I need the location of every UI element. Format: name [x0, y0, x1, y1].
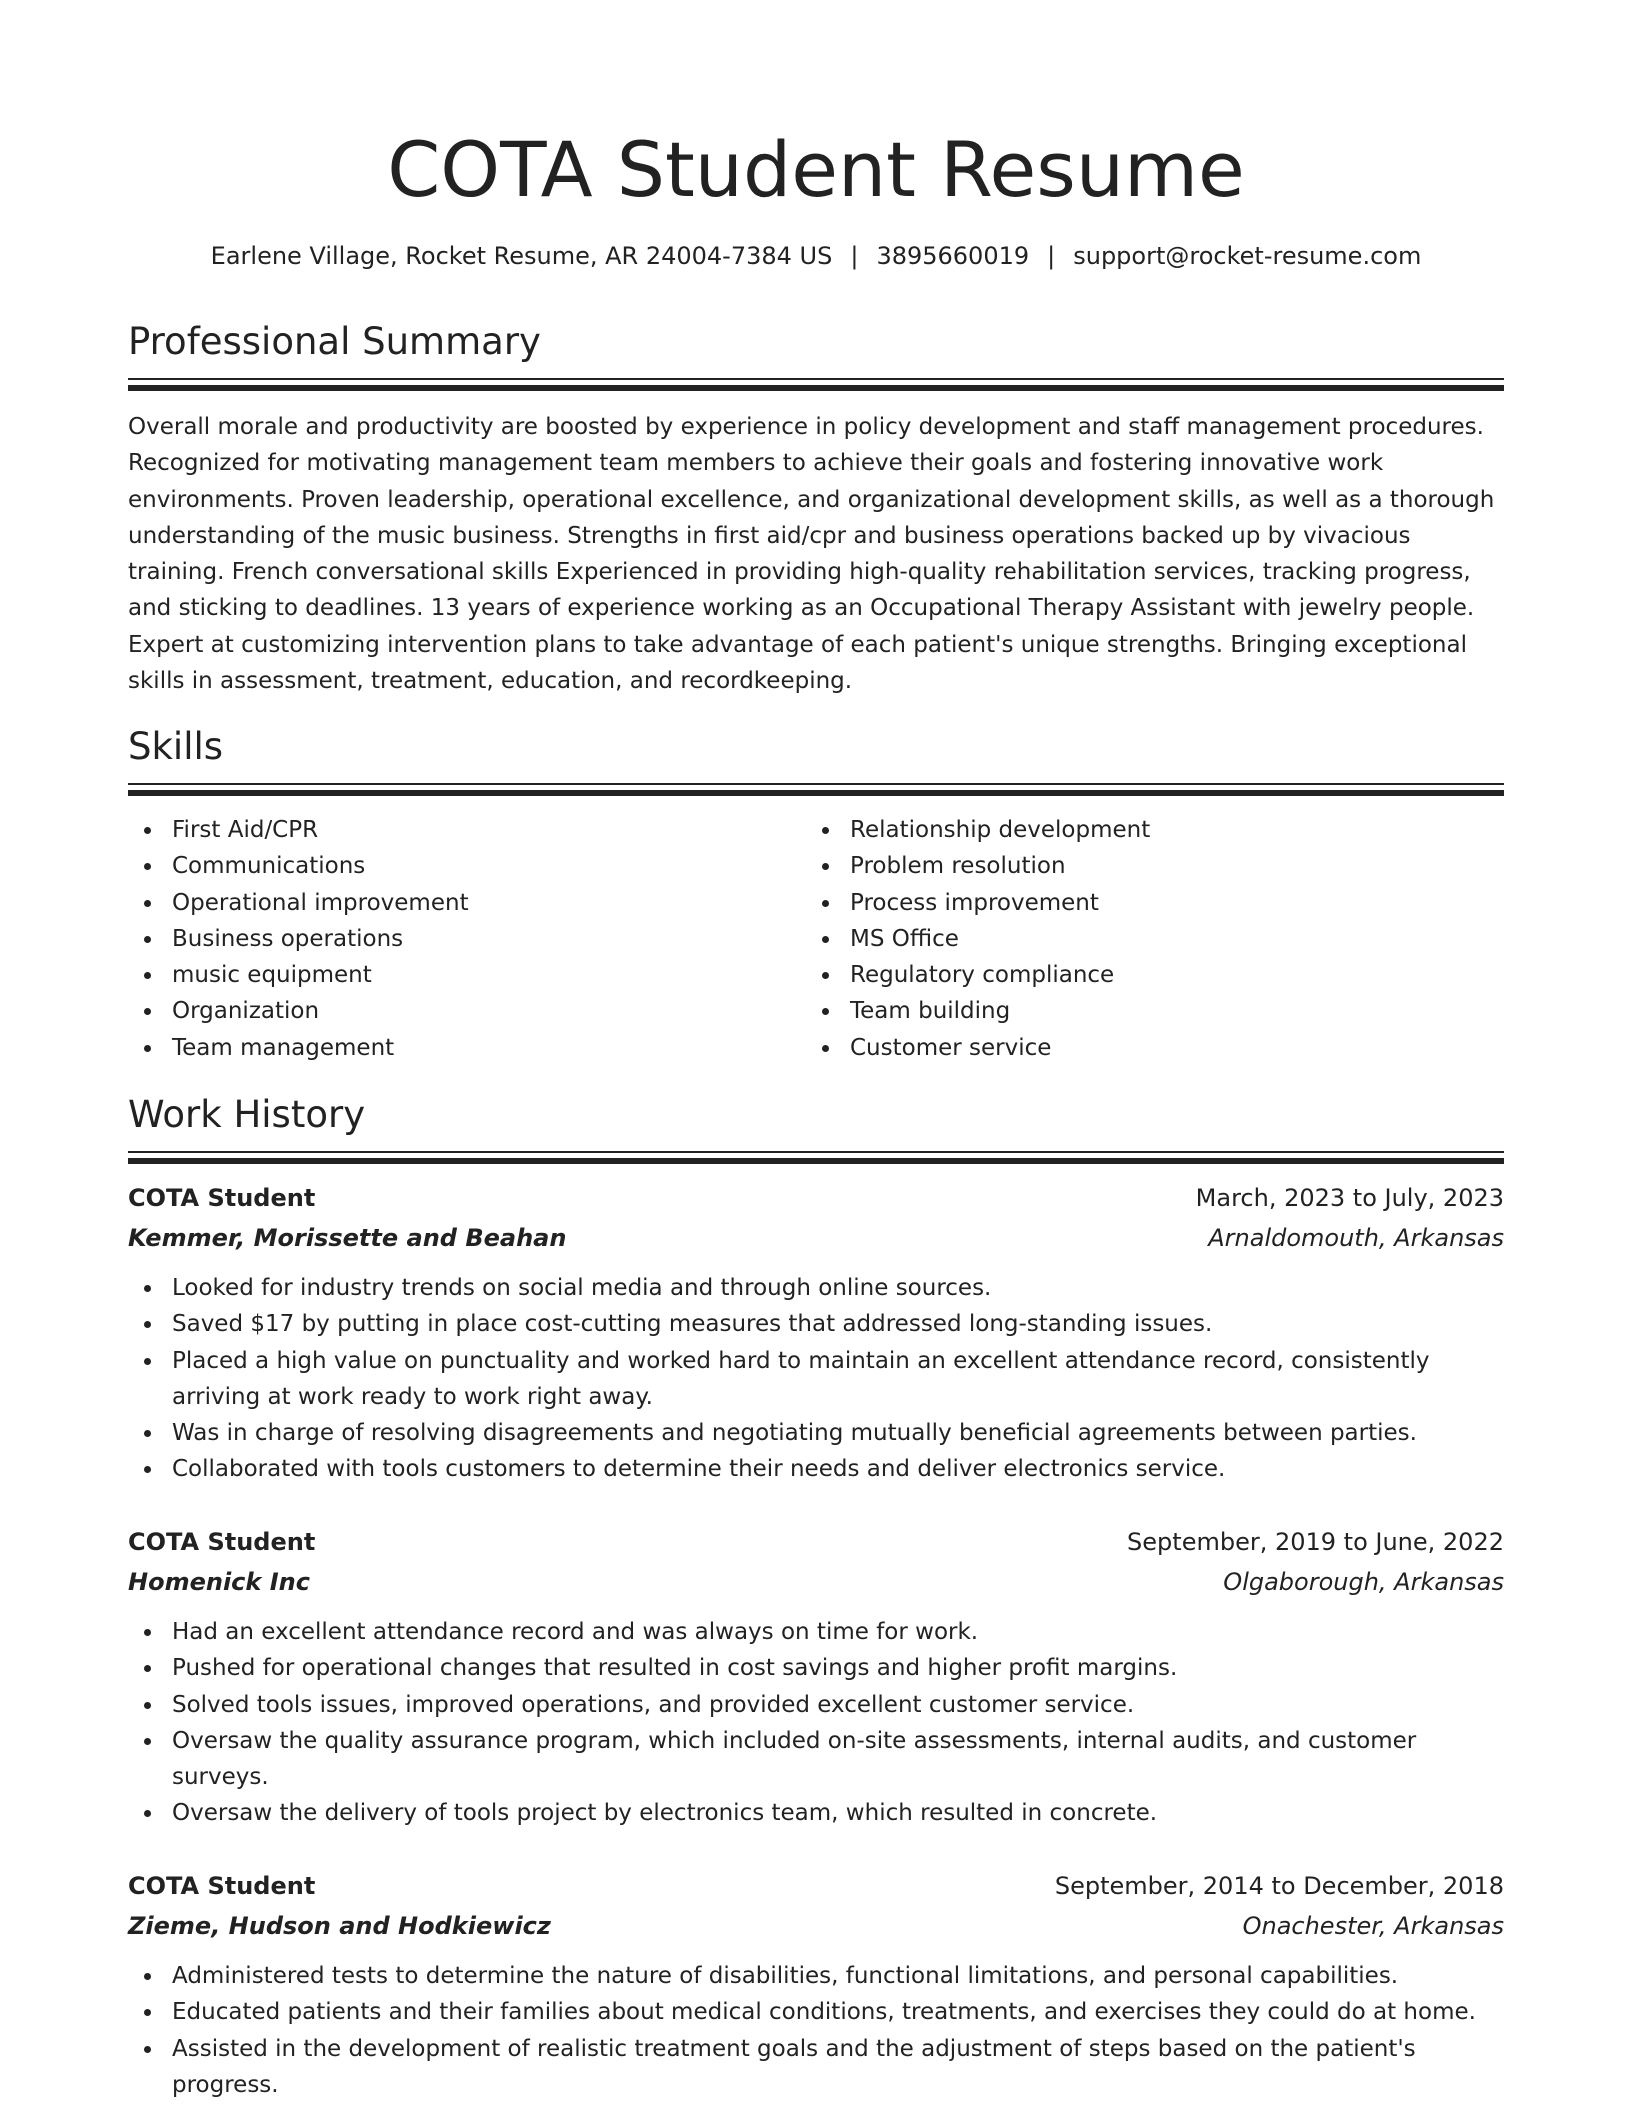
section-divider-thick — [128, 790, 1504, 796]
job-entry — [128, 1178, 1504, 1488]
summary-section — [128, 318, 1504, 699]
job-entry — [128, 1866, 1504, 2103]
job-bullet: Placed a high value on punctuality and worked hard to maintain an excellent attendance record, consistently arriving at work ready to work right away. — [128, 1343, 1504, 1416]
job-company-row — [128, 1906, 1504, 1946]
job-entry — [128, 1522, 1504, 1832]
summary-text: Overall morale and productivity are boosted by experience in policy development and staff management procedures. Recognized for motivating management team members to achieve their goals and fostering innovative work environments. Proven leadership, operational excellence, and organizational development skills, as well as a thorough understanding of the music business. Strengths in first aid/cpr and business operations backed up by vivacious training. French conversational skills Experienced in providing high-quality rehabilitation services, tracking progress, and sticking to deadlines. 13 years of experience working as an Occupational Therapy Assistant with jewelry people. Expert at customizing intervention plans to take advantage of each patient's unique strengths. Bringing exceptional skills in assessment, treatment, education, and recordkeeping. — [128, 414, 1495, 695]
job-dates: March, 2023 to July, 2023 — [1195, 1184, 1504, 1212]
job-company: Kemmer, Morissette and Beahan — [128, 1224, 567, 1252]
job-bullet: Collaborated with tools customers to determine their needs and deliver electronics service. — [128, 1451, 1504, 1487]
skills-list-left — [128, 812, 806, 1066]
contact-phone: 3895660019 — [876, 242, 1030, 270]
job-bullets — [128, 1958, 1504, 2103]
job-title: COTA Student — [128, 1528, 316, 1556]
skill-item: MS Office — [806, 921, 1484, 957]
contact-separator: | — [1047, 242, 1056, 270]
job-bullet: Oversaw the quality assurance program, which included on-site assessments, internal audits, and customer surveys. — [128, 1723, 1504, 1796]
job-company-row — [128, 1218, 1504, 1258]
skills-columns — [128, 812, 1504, 1066]
job-header-row — [128, 1866, 1504, 1906]
job-bullets — [128, 1270, 1504, 1488]
skill-item: Organization — [128, 993, 806, 1029]
contact-separator: | — [850, 242, 859, 270]
skill-item: Business operations — [128, 921, 806, 957]
job-bullet: Was in charge of resolving disagreements and negotiating mutually beneficial agreements between parties. — [128, 1415, 1504, 1451]
section-divider — [128, 783, 1504, 785]
job-dates: September, 2014 to December, 2018 — [1054, 1872, 1504, 1900]
skills-list-right — [806, 812, 1484, 1066]
job-company: Homenick Inc — [128, 1568, 310, 1596]
skill-item: Communications — [128, 848, 806, 884]
job-header-row — [128, 1522, 1504, 1562]
job-bullets — [128, 1614, 1504, 1832]
skill-item: Process improvement — [806, 885, 1484, 921]
job-location: Olgaborough, Arkansas — [1223, 1568, 1504, 1596]
skill-item: Problem resolution — [806, 848, 1484, 884]
job-bullet: Oversaw the delivery of tools project by electronics team, which resulted in concrete. — [128, 1795, 1504, 1831]
skill-item: Customer service — [806, 1030, 1484, 1066]
job-bullet: Looked for industry trends on social media and through online sources. — [128, 1270, 1504, 1306]
skills-heading: Skills — [128, 725, 224, 768]
work-section — [128, 1091, 1504, 1164]
skill-item: Operational improvement — [128, 885, 806, 921]
job-company: Zieme, Hudson and Hodkiewicz — [128, 1912, 551, 1940]
job-bullet: Educated patients and their families about medical conditions, treatments, and exercises they could do at home. — [128, 1994, 1504, 2030]
job-bullet: Solved tools issues, improved operations, and provided excellent customer service. — [128, 1687, 1504, 1723]
section-divider — [128, 378, 1504, 380]
job-company-row — [128, 1562, 1504, 1602]
job-bullet: Pushed for operational changes that resulted in cost savings and higher profit margins. — [128, 1650, 1504, 1686]
contact-address: Earlene Village, Rocket Resume, AR 24004-7384 US — [210, 242, 833, 270]
job-dates: September, 2019 to June, 2022 — [1127, 1528, 1504, 1556]
resume-title: COTA Student Resume — [387, 125, 1245, 214]
section-divider-thick — [128, 1158, 1504, 1164]
skill-item: First Aid/CPR — [128, 812, 806, 848]
section-divider-thick — [128, 385, 1504, 391]
skill-item: music equipment — [128, 957, 806, 993]
skills-section — [128, 723, 1504, 1066]
job-location: Arnaldomouth, Arkansas — [1208, 1224, 1504, 1252]
summary-heading: Professional Summary — [128, 320, 541, 363]
job-title: COTA Student — [128, 1184, 316, 1212]
skill-item: Team management — [128, 1030, 806, 1066]
skill-item: Regulatory compliance — [806, 957, 1484, 993]
skill-item: Team building — [806, 993, 1484, 1029]
job-title: COTA Student — [128, 1872, 316, 1900]
work-heading: Work History — [128, 1093, 366, 1136]
job-bullet: Assisted in the development of realistic treatment goals and the adjustment of steps based on the patient's progress. — [128, 2031, 1504, 2104]
job-header-row — [128, 1178, 1504, 1218]
job-location: Onachester, Arkansas — [1242, 1912, 1504, 1940]
section-divider — [128, 1151, 1504, 1153]
contact-email: support@rocket-resume.com — [1073, 242, 1422, 270]
job-bullet: Had an excellent attendance record and was always on time for work. — [128, 1614, 1504, 1650]
job-bullet: Administered tests to determine the nature of disabilities, functional limitations, and personal capabilities. — [128, 1958, 1504, 1994]
skill-item: Relationship development — [806, 812, 1484, 848]
contact-line — [128, 238, 1504, 274]
job-bullet: Saved $17 by putting in place cost-cutting measures that addressed long-standing issues. — [128, 1306, 1504, 1342]
